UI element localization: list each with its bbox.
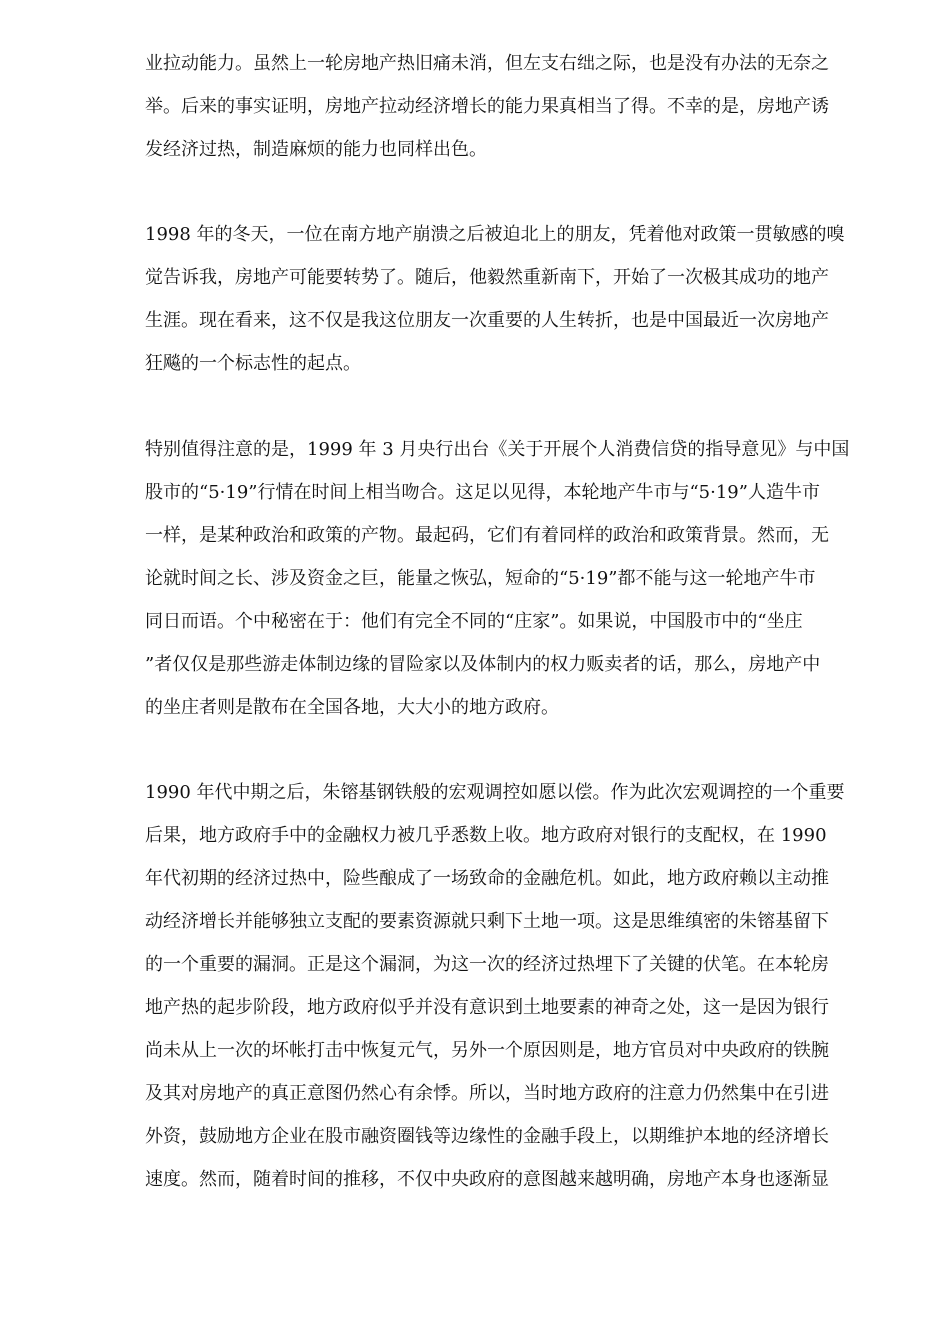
paragraph-line: 发经济过热，制造麻烦的能力也同样出色。 bbox=[145, 139, 487, 160]
paragraph-line: 及其对房地产的真正意图仍然心有余悸。所以，当时地方政府的注意力仍然集中在引进 bbox=[145, 1083, 829, 1104]
paragraph-line: 的坐庄者则是散布在全国各地，大大小的地方政府。 bbox=[145, 697, 559, 718]
paragraph-line: 股市的“5·19”行情在时间上相当吻合。这足以见得，本轮地产牛市与“5·19”人造牛市 bbox=[145, 482, 820, 503]
paragraph-line: ”者仅仅是那些游走体制边缘的冒险家以及体制内的权力贩卖者的话，那么，房地产中 bbox=[145, 654, 821, 675]
paragraph-line: 地产热的起步阶段，地方政府似乎并没有意识到土地要素的神奇之处，这一是因为银行 bbox=[145, 997, 829, 1018]
paragraph-1 bbox=[145, 42, 875, 171]
paragraph-line: 同日而语。个中秘密在于：他们有完全不同的“庄家”。如果说，中国股市中的“坐庄 bbox=[145, 611, 803, 632]
paragraph-line: 尚未从上一次的坏帐打击中恢复元气，另外一个原因则是，地方官员对中央政府的铁腕 bbox=[145, 1040, 829, 1061]
paragraph-line: 觉告诉我，房地产可能要转势了。随后，他毅然重新南下，开始了一次极其成功的地产 bbox=[145, 267, 829, 288]
paragraph-line: 论就时间之长、涉及资金之巨，能量之恢弘，短命的“5·19”都不能与这一轮地产牛市 bbox=[145, 568, 816, 589]
paragraph-line: 速度。然而，随着时间的推移，不仅中央政府的意图越来越明确，房地产本身也逐渐显 bbox=[145, 1169, 829, 1190]
paragraph-line: 的一个重要的漏洞。正是这个漏洞，为这一次的经济过热埋下了关键的伏笔。在本轮房 bbox=[145, 954, 829, 975]
paragraph-2 bbox=[145, 213, 875, 385]
paragraph-line: 业拉动能力。虽然上一轮房地产热旧痛未消，但左支右绌之际，也是没有办法的无奈之 bbox=[145, 53, 829, 74]
paragraph-line: 后果，地方政府手中的金融权力被几乎悉数上收。地方政府对银行的支配权，在 1990 bbox=[145, 825, 827, 846]
paragraph-line: 一样，是某种政治和政策的产物。最起码，它们有着同样的政治和政策背景。然而，无 bbox=[145, 525, 829, 546]
paragraph-line: 举。后来的事实证明，房地产拉动经济增长的能力果真相当了得。不幸的是，房地产诱 bbox=[145, 96, 829, 117]
paragraph-line: 动经济增长并能够独立支配的要素资源就只剩下土地一项。这是思维缜密的朱镕基留下 bbox=[145, 911, 829, 932]
paragraph-line: 外资，鼓励地方企业在股市融资圈钱等边缘性的金融手段上，以期维护本地的经济增长 bbox=[145, 1126, 829, 1147]
paragraph-line: 特别值得注意的是，1999 年 3 月央行出台《关于开展个人消费信贷的指导意见》与中国 bbox=[145, 439, 850, 460]
paragraph-4 bbox=[145, 771, 875, 1201]
paragraph-line: 狂飚的一个标志性的起点。 bbox=[145, 353, 361, 374]
paragraph-3 bbox=[145, 428, 875, 729]
paragraph-line: 1990 年代中期之后，朱镕基钢铁般的宏观调控如愿以偿。作为此次宏观调控的一个重要 bbox=[145, 782, 845, 803]
paragraph-line: 1998 年的冬天，一位在南方地产崩溃之后被迫北上的朋友，凭着他对政策一贯敏感的嗅 bbox=[145, 224, 845, 245]
paragraph-line: 年代初期的经济过热中，险些酿成了一场致命的金融危机。如此，地方政府赖以主动推 bbox=[145, 868, 829, 889]
paragraph-line: 生涯。现在看来，这不仅是我这位朋友一次重要的人生转折，也是中国最近一次房地产 bbox=[145, 310, 829, 331]
